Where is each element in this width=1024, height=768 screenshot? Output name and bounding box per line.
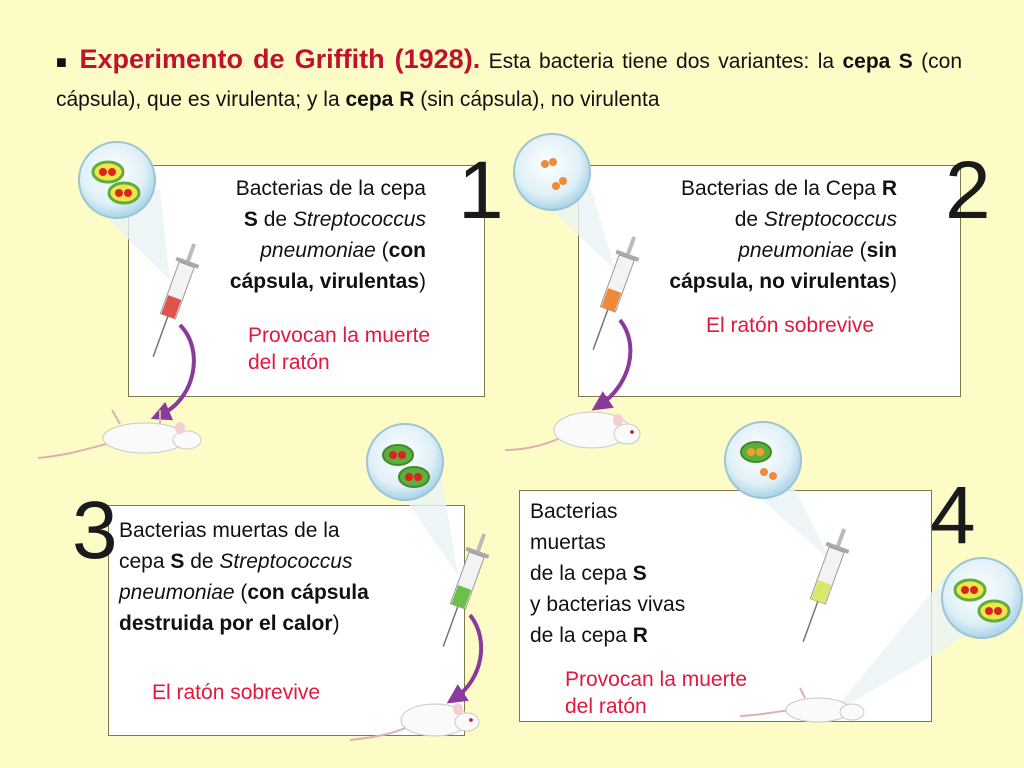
p1-line1: Bacterias de la cepa xyxy=(235,177,426,200)
panel-1-description xyxy=(160,173,426,297)
p4-strain-s: S xyxy=(632,562,647,585)
p4-line2: muertas xyxy=(530,531,606,554)
step-number-2: 2 xyxy=(945,145,991,236)
step-number-1: 1 xyxy=(458,145,504,236)
panel-4-outcome xyxy=(565,666,747,720)
magnifier-lens-3 xyxy=(367,424,443,500)
p2-sin: sin xyxy=(866,239,897,262)
p2-properties: cápsula, no virulentas xyxy=(669,270,890,293)
p3-heat: destruida por el calor xyxy=(119,612,333,635)
p2-genus: Streptococcus xyxy=(763,208,897,231)
arrow-1 xyxy=(160,325,194,415)
p4-strain-r: R xyxy=(632,624,648,647)
p2-line1: Bacterias de la Cepa xyxy=(681,177,882,200)
p3-line1: Bacterias muertas de la xyxy=(119,519,340,542)
p1-paren: ( xyxy=(375,239,389,262)
header-strain-s: cepa S xyxy=(842,50,913,73)
p1-outcome-line1: Provocan la muerte xyxy=(248,324,431,347)
p1-line2: de xyxy=(257,208,293,231)
syringe-4 xyxy=(792,525,856,646)
p1-close-paren: ) xyxy=(419,270,426,293)
experiment-title: Experimento de Griffith (1928). xyxy=(79,44,481,74)
p4-outcome-line2: del ratón xyxy=(565,695,647,718)
arrow-3 xyxy=(455,615,481,698)
p1-outcome-line2: del ratón xyxy=(248,351,330,374)
mouse-dead-1 xyxy=(38,410,201,458)
panel-2-description xyxy=(612,173,897,297)
magnifier-lens-4b xyxy=(942,558,1022,638)
header-text-1: Esta bacteria tiene dos variantes: la xyxy=(480,50,843,73)
p2-species: pneumoniae xyxy=(738,239,854,262)
p3-line2: cepa xyxy=(119,550,171,573)
magnifier-lens-2 xyxy=(514,134,590,210)
p3-close-paren: ) xyxy=(332,612,340,635)
mouse-alive-2 xyxy=(505,412,640,450)
p4-line1: Bacterias xyxy=(530,500,618,523)
p2-paren: ( xyxy=(853,239,867,262)
magnifier-lens-1 xyxy=(79,142,155,218)
mouse-dead-4 xyxy=(740,688,864,722)
step-number-3: 3 xyxy=(72,485,118,576)
p3-strain: S xyxy=(170,550,185,573)
p4-line4: y bacterias vivas xyxy=(530,593,686,616)
p1-properties: cápsula, virulentas xyxy=(229,270,419,293)
p4-line3: de la cepa xyxy=(530,562,633,585)
panel-4-description xyxy=(530,496,750,651)
p4-outcome-line1: Provocan la muerte xyxy=(565,668,748,691)
header-text-2: (con cápsula), que es virulenta; y la xyxy=(56,50,962,111)
arrow-2 xyxy=(600,320,630,405)
p1-genus: Streptococcus xyxy=(292,208,426,231)
p3-paren: ( xyxy=(234,581,248,604)
step-number-4: 4 xyxy=(930,470,976,561)
p1-strain: S xyxy=(243,208,258,231)
bullet-icon: ■ xyxy=(56,52,70,72)
panel-3-description xyxy=(119,515,439,639)
magnifier-lens-4a xyxy=(725,422,801,498)
p3-de: de xyxy=(184,550,220,573)
p3-genus: Streptococcus xyxy=(219,550,353,573)
panel-1-outcome xyxy=(248,322,430,376)
panel-2-outcome: El ratón sobrevive xyxy=(706,314,875,337)
p3-species: pneumoniae xyxy=(119,581,235,604)
header-text-3: (sin cápsula), no virulenta xyxy=(414,88,660,111)
p2-close-paren: ) xyxy=(890,270,897,293)
p1-species: pneumoniae xyxy=(260,239,376,262)
p3-capsule: con cápsula xyxy=(247,581,369,604)
p2-strain: R xyxy=(881,177,897,200)
mouse-alive-3 xyxy=(350,703,479,740)
p2-line2: de xyxy=(734,208,764,231)
panel-3-outcome: El ratón sobrevive xyxy=(152,681,321,704)
p1-con: con xyxy=(388,239,426,262)
header-strain-r: cepa R xyxy=(345,88,415,111)
p4-line5: de la cepa xyxy=(530,624,633,647)
